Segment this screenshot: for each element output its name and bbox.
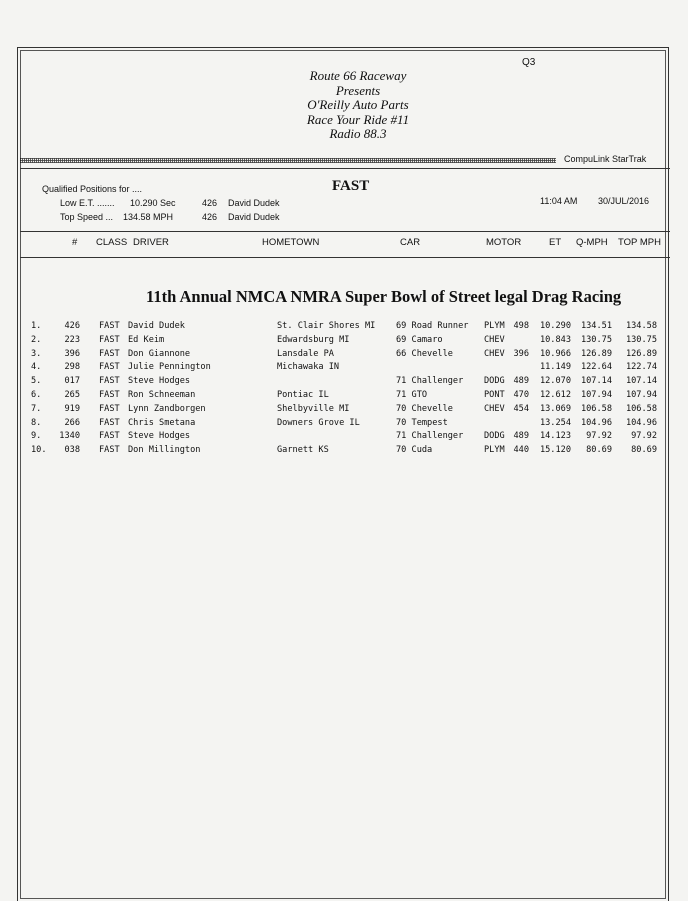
low-et-driver: David Dudek [228,198,280,208]
header-line: Race Your Ride #11 [306,111,410,127]
col-header-motor: MOTOR [486,237,522,248]
cell-q-mph: 130.75 [580,334,612,345]
cell-car: 71 GTO [396,390,428,400]
cell-car: 71 Challenger [396,431,464,442]
cell-hometown: St. Clair Shores MI [277,321,376,331]
cell-car-number: 396 [64,348,80,359]
event-title: 11th Annual NMCA NMRA Super Bowl of Street legal Drag Racing [146,287,622,306]
cell-car: 70 Cuda [396,445,433,456]
report-date: 30/JUL/2016 [598,196,650,206]
cell-class: FAST [99,431,120,442]
cell-car: 70 Tempest [396,417,448,428]
cell-et: 12.612 [539,390,571,400]
event-header [0,69,688,142]
cell-class: FAST [99,362,120,373]
cell-car: 70 Chevelle [396,403,453,414]
class-title: FAST [332,178,370,194]
cell-hometown: Lansdale PA [277,348,334,359]
cell-top-mph: 104.96 [625,417,657,428]
cell-class: FAST [99,334,120,345]
cell-hometown: Edwardsburg MI [277,334,350,345]
low-et-label: Low E.T. ....... [60,198,115,208]
cell-et: 10.290 [539,321,571,331]
heat-label: Q3 [522,57,536,68]
cell-top-mph: 107.94 [625,390,657,400]
cell-q-mph: 104.96 [580,417,612,428]
cell-make: DODG [484,376,505,387]
header-line: Radio 88.3 [329,126,387,142]
cell-engine-cid: 489 [513,376,529,387]
cell-driver: Steve Hodges [128,431,191,442]
dotted-divider [20,158,556,163]
col-header-car: CAR [400,237,421,248]
cell-engine-cid: 489 [513,431,529,442]
table-row [0,335,688,349]
cell-hometown: Michawaka IN [277,362,340,373]
cell-q-mph: 126.89 [580,348,612,359]
cell-car: 69 Camaro [396,334,443,345]
cell-position: 2. [31,334,42,345]
cell-make: CHEV [484,348,505,359]
table-row [0,404,688,418]
top-speed-driver: David Dudek [228,212,280,222]
cell-engine-cid: 440 [513,445,529,456]
cell-driver: Ron Schneeman [128,390,196,400]
divider [20,231,670,232]
cell-position: 8. [31,417,42,428]
cell-top-mph: 80.69 [631,445,657,456]
cell-make: PONT [484,390,505,400]
cell-car-number: 298 [64,362,80,373]
cell-engine-cid: 498 [513,321,529,331]
table-row [0,445,688,459]
cell-q-mph: 106.58 [580,403,612,414]
col-header-topmph: TOP MPH [618,237,661,248]
header-line: Route 66 Raceway [309,68,407,83]
cell-top-mph: 134.58 [625,321,657,331]
cell-top-mph: 106.58 [625,403,657,414]
cell-et: 12.070 [539,376,571,387]
low-et-number: 426 [202,198,218,208]
cell-q-mph: 97.92 [586,431,612,442]
cell-top-mph: 122.74 [625,362,657,373]
cell-driver: Steve Hodges [128,376,191,387]
cell-engine-cid: 454 [513,403,529,414]
cell-driver: Lynn Zandborgen [128,403,206,414]
cell-position: 7. [31,403,42,414]
table-row [0,376,688,390]
cell-position: 9. [31,431,42,442]
cell-driver: Chris Smetana [128,417,196,428]
cell-hometown: Downers Grove IL [277,417,360,428]
col-header-qmph: Q-MPH [576,237,608,248]
cell-class: FAST [99,376,120,387]
top-speed-number: 426 [202,212,218,222]
cell-class: FAST [99,348,120,359]
cell-car-number: 017 [64,376,80,387]
cell-top-mph: 97.92 [631,431,657,442]
cell-car: 69 Road Runner [396,321,469,331]
cell-make: PLYM [484,321,505,331]
cell-car-number: 1340 [59,431,80,442]
cell-class: FAST [99,403,120,414]
cell-position: 3. [31,348,42,359]
header-line: O'Reilly Auto Parts [307,97,409,113]
cell-hometown: Shelbyville MI [277,403,350,414]
cell-et: 11.149 [539,362,571,373]
table-row [0,390,688,404]
cell-make: PLYM [484,445,505,456]
cell-car-number: 266 [64,417,80,428]
cell-driver: Julie Pennington [128,362,211,373]
table-row [0,431,688,445]
top-speed-value: 134.58 MPH [123,212,174,222]
cell-et: 15.120 [539,445,571,456]
col-header-hometown: HOMETOWN [262,237,320,248]
cell-engine-cid: 470 [513,390,529,400]
cell-position: 5. [31,376,42,387]
cell-car-number: 426 [64,321,80,331]
cell-et: 10.966 [539,348,571,359]
table-row [0,362,688,376]
cell-position: 6. [31,390,42,400]
cell-top-mph: 126.89 [625,348,657,359]
divider [20,257,670,258]
system-name: CompuLink StarTrak [564,154,647,164]
cell-hometown: Pontiac IL [277,390,329,400]
cell-position: 1. [31,321,42,331]
col-header-class: CLASS [96,237,128,248]
cell-car: 66 Chevelle [396,348,453,359]
cell-et: 13.069 [539,403,571,414]
cell-car-number: 223 [64,334,80,345]
cell-driver: Don Millington [128,445,201,456]
cell-top-mph: 130.75 [625,334,657,345]
table-row [0,418,688,432]
cell-make: CHEV [484,403,505,414]
cell-class: FAST [99,321,120,331]
cell-make: DODG [484,431,505,442]
table-row [0,349,688,363]
low-et-value: 10.290 Sec [130,198,176,208]
col-header-et: ET [549,237,562,248]
cell-class: FAST [99,417,120,428]
cell-position: 4. [31,362,42,373]
cell-driver: Ed Keim [128,334,165,345]
cell-q-mph: 80.69 [586,445,612,456]
cell-driver: Don Giannone [128,348,191,359]
cell-hometown: Garnett KS [277,445,329,456]
report-time: 11:04 AM [540,196,578,206]
cell-q-mph: 107.94 [580,390,612,400]
cell-et: 13.254 [539,417,571,428]
col-header-number: # [72,237,78,248]
table-row [0,321,688,335]
page-frame [17,47,669,901]
cell-class: FAST [99,445,120,456]
cell-car-number: 265 [64,390,80,400]
cell-make: CHEV [484,334,505,345]
divider [20,168,670,169]
top-speed-label: Top Speed ... [60,212,114,222]
cell-top-mph: 107.14 [625,376,657,387]
col-header-driver: DRIVER [133,237,169,248]
qualified-label: Qualified Positions for .... [42,184,143,194]
cell-q-mph: 107.14 [580,376,612,387]
cell-q-mph: 122.64 [580,362,612,373]
cell-car: 71 Challenger [396,376,464,387]
cell-engine-cid: 396 [513,348,529,359]
cell-position: 10. [31,445,47,456]
cell-car-number: 919 [64,403,80,414]
cell-driver: David Dudek [128,321,185,331]
header-line: Presents [335,82,381,98]
cell-q-mph: 134.51 [580,321,612,331]
cell-et: 10.843 [539,334,571,345]
cell-car-number: 038 [64,445,80,456]
cell-et: 14.123 [539,431,571,442]
cell-class: FAST [99,390,120,400]
